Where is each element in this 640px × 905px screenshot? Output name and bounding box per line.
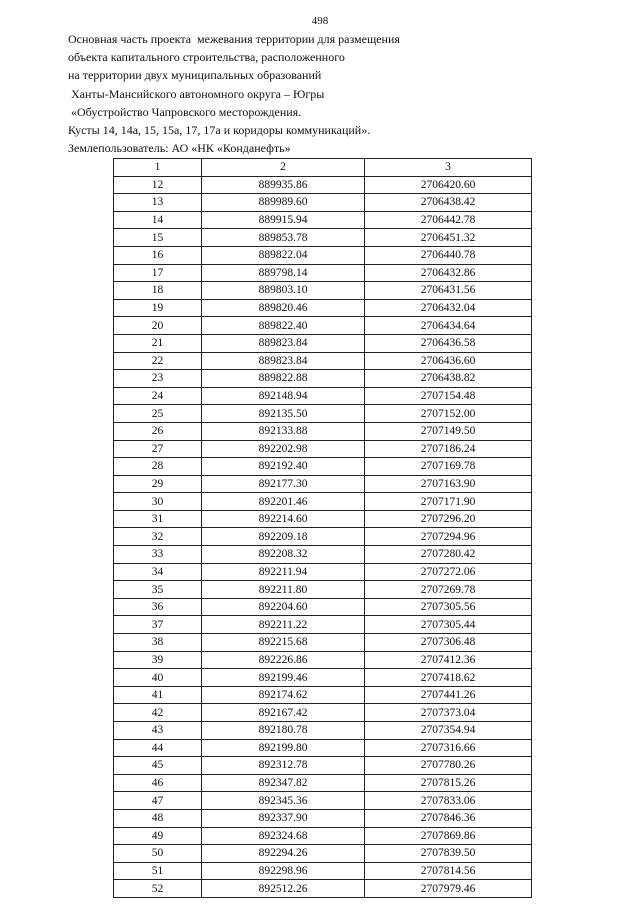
x-coordinate-cell: 892174.62: [202, 686, 365, 704]
x-coordinate-cell: 889915.94: [202, 211, 365, 229]
y-coordinate-cell: 2707272.06: [365, 563, 532, 581]
table-row: [114, 282, 532, 300]
table-row: [114, 475, 532, 493]
y-coordinate-cell: 2707169.78: [365, 458, 532, 476]
table-header-row: [114, 159, 532, 177]
x-coordinate-cell: 892294.26: [202, 845, 365, 863]
x-coordinate-cell: 892180.78: [202, 722, 365, 740]
header-line: Кусты 14, 14а, 15, 15а, 17, 17а и коридоры коммуникаций».: [68, 123, 371, 138]
y-coordinate-cell: 2707441.26: [365, 686, 532, 704]
table-row: [114, 845, 532, 863]
x-coordinate-cell: 889822.04: [202, 246, 365, 264]
x-coordinate-cell: 889803.10: [202, 282, 365, 300]
y-coordinate-cell: 2706431.56: [365, 282, 532, 300]
x-coordinate-cell: 892226.86: [202, 651, 365, 669]
point-number-cell: 27: [114, 440, 202, 458]
table-row: [114, 757, 532, 775]
x-coordinate-cell: 892148.94: [202, 387, 365, 405]
table-row: [114, 458, 532, 476]
y-coordinate-cell: 2707280.42: [365, 546, 532, 564]
x-coordinate-cell: 892211.80: [202, 581, 365, 599]
y-coordinate-cell: 2707305.44: [365, 616, 532, 634]
point-number-cell: 24: [114, 387, 202, 405]
y-coordinate-cell: 2707354.94: [365, 722, 532, 740]
point-number-cell: 33: [114, 546, 202, 564]
x-coordinate-cell: 892324.68: [202, 827, 365, 845]
y-coordinate-cell: 2707316.66: [365, 739, 532, 757]
x-coordinate-cell: 892135.50: [202, 405, 365, 423]
table-row: [114, 862, 532, 880]
point-number-cell: 22: [114, 352, 202, 370]
x-coordinate-cell: 892133.88: [202, 422, 365, 440]
land-user-line: Землепользователь: АО «НК «Конданефть»: [68, 141, 291, 156]
x-coordinate-cell: 892202.98: [202, 440, 365, 458]
point-number-cell: 52: [114, 880, 202, 898]
point-number-cell: 28: [114, 458, 202, 476]
table-row: [114, 510, 532, 528]
document-header: [68, 30, 588, 157]
point-number-cell: 14: [114, 211, 202, 229]
y-coordinate-cell: 2707418.62: [365, 669, 532, 687]
point-number-cell: 50: [114, 845, 202, 863]
header-line: на территории двух муниципальных образований: [68, 68, 322, 83]
table-row: [114, 493, 532, 511]
x-coordinate-cell: 889823.84: [202, 334, 365, 352]
point-number-cell: 43: [114, 722, 202, 740]
x-coordinate-cell: 892337.90: [202, 809, 365, 827]
column-header-y: 3: [365, 159, 532, 177]
header-line: Основная часть проекта межевания территории для размещения: [68, 32, 400, 46]
x-coordinate-cell: 889935.86: [202, 176, 365, 194]
table-row: [114, 739, 532, 757]
x-coordinate-cell: 892177.30: [202, 475, 365, 493]
x-coordinate-cell: 892201.46: [202, 493, 365, 511]
table-row: [114, 634, 532, 652]
table-row: [114, 194, 532, 212]
table-row: [114, 809, 532, 827]
y-coordinate-cell: 2707412.36: [365, 651, 532, 669]
table-row: [114, 229, 532, 247]
point-number-cell: 17: [114, 264, 202, 282]
x-coordinate-cell: 889853.78: [202, 229, 365, 247]
x-coordinate-cell: 889822.40: [202, 317, 365, 335]
y-coordinate-cell: 2706436.58: [365, 334, 532, 352]
y-coordinate-cell: 2707154.48: [365, 387, 532, 405]
point-number-cell: 30: [114, 493, 202, 511]
point-number-cell: 31: [114, 510, 202, 528]
x-coordinate-cell: 892199.80: [202, 739, 365, 757]
point-number-cell: 37: [114, 616, 202, 634]
y-coordinate-cell: 2706436.60: [365, 352, 532, 370]
y-coordinate-cell: 2707979.46: [365, 880, 532, 898]
x-coordinate-cell: 892208.32: [202, 546, 365, 564]
table-row: [114, 264, 532, 282]
point-number-cell: 40: [114, 669, 202, 687]
x-coordinate-cell: 892167.42: [202, 704, 365, 722]
y-coordinate-cell: 2706438.42: [365, 194, 532, 212]
y-coordinate-cell: 2707306.48: [365, 634, 532, 652]
point-number-cell: 46: [114, 774, 202, 792]
point-number-cell: 49: [114, 827, 202, 845]
x-coordinate-cell: 892199.46: [202, 669, 365, 687]
table-row: [114, 528, 532, 546]
y-coordinate-cell: 2707815.26: [365, 774, 532, 792]
y-coordinate-cell: 2707846.36: [365, 809, 532, 827]
coordinates-table: [113, 158, 532, 898]
table-row: [114, 370, 532, 388]
x-coordinate-cell: 892347.82: [202, 774, 365, 792]
table-row: [114, 722, 532, 740]
y-coordinate-cell: 2707152.00: [365, 405, 532, 423]
table-row: [114, 581, 532, 599]
point-number-cell: 19: [114, 299, 202, 317]
x-coordinate-cell: 889823.84: [202, 352, 365, 370]
point-number-cell: 34: [114, 563, 202, 581]
point-number-cell: 16: [114, 246, 202, 264]
header-line: «Обустройство Чапровского месторождения.: [68, 104, 302, 119]
x-coordinate-cell: 892211.22: [202, 616, 365, 634]
y-coordinate-cell: 2706438.82: [365, 370, 532, 388]
x-coordinate-cell: 892209.18: [202, 528, 365, 546]
point-number-cell: 29: [114, 475, 202, 493]
point-number-cell: 25: [114, 405, 202, 423]
point-number-cell: 39: [114, 651, 202, 669]
y-coordinate-cell: 2706434.64: [365, 317, 532, 335]
table-row: [114, 792, 532, 810]
table-row: [114, 440, 532, 458]
point-number-cell: 36: [114, 598, 202, 616]
table-row: [114, 546, 532, 564]
point-number-cell: 44: [114, 739, 202, 757]
y-coordinate-cell: 2706451.32: [365, 229, 532, 247]
table-row: [114, 827, 532, 845]
x-coordinate-cell: 889798.14: [202, 264, 365, 282]
x-coordinate-cell: 892204.60: [202, 598, 365, 616]
x-coordinate-cell: 892214.60: [202, 510, 365, 528]
page-number: 498: [311, 15, 329, 27]
table-row: [114, 616, 532, 634]
x-coordinate-cell: 892298.96: [202, 862, 365, 880]
table-row: [114, 704, 532, 722]
table-row: [114, 774, 532, 792]
point-number-cell: 12: [114, 176, 202, 194]
y-coordinate-cell: 2707149.50: [365, 422, 532, 440]
point-number-cell: 48: [114, 809, 202, 827]
table-row: [114, 669, 532, 687]
y-coordinate-cell: 2707305.56: [365, 598, 532, 616]
point-number-cell: 26: [114, 422, 202, 440]
y-coordinate-cell: 2707171.90: [365, 493, 532, 511]
x-coordinate-cell: 892192.40: [202, 458, 365, 476]
x-coordinate-cell: 892312.78: [202, 757, 365, 775]
header-line: объекта капитального строительства, расположенного: [68, 50, 345, 65]
point-number-cell: 45: [114, 757, 202, 775]
point-number-cell: 15: [114, 229, 202, 247]
y-coordinate-cell: 2707163.90: [365, 475, 532, 493]
y-coordinate-cell: 2707373.04: [365, 704, 532, 722]
y-coordinate-cell: 2706432.04: [365, 299, 532, 317]
table-row: [114, 686, 532, 704]
point-number-cell: 38: [114, 634, 202, 652]
table-row: [114, 880, 532, 898]
point-number-cell: 35: [114, 581, 202, 599]
x-coordinate-cell: 889989.60: [202, 194, 365, 212]
y-coordinate-cell: 2706442.78: [365, 211, 532, 229]
x-coordinate-cell: 892345.36: [202, 792, 365, 810]
table-row: [114, 211, 532, 229]
table-body: [114, 176, 532, 897]
x-coordinate-cell: 892211.94: [202, 563, 365, 581]
y-coordinate-cell: 2707296.20: [365, 510, 532, 528]
table-row: [114, 299, 532, 317]
header-line: Ханты-Мансийского автономного округа – Югры: [68, 86, 325, 101]
table-row: [114, 651, 532, 669]
y-coordinate-cell: 2706440.78: [365, 246, 532, 264]
y-coordinate-cell: 2707186.24: [365, 440, 532, 458]
table-row: [114, 317, 532, 335]
y-coordinate-cell: 2707269.78: [365, 581, 532, 599]
y-coordinate-cell: 2707869.86: [365, 827, 532, 845]
x-coordinate-cell: 892512.26: [202, 880, 365, 898]
column-header-point: 1: [114, 159, 202, 177]
point-number-cell: 23: [114, 370, 202, 388]
y-coordinate-cell: 2707833.06: [365, 792, 532, 810]
x-coordinate-cell: 889820.46: [202, 299, 365, 317]
table-row: [114, 563, 532, 581]
point-number-cell: 13: [114, 194, 202, 212]
table-row: [114, 352, 532, 370]
table-row: [114, 176, 532, 194]
y-coordinate-cell: 2707814.56: [365, 862, 532, 880]
point-number-cell: 18: [114, 282, 202, 300]
y-coordinate-cell: 2706420.60: [365, 176, 532, 194]
x-coordinate-cell: 889822.88: [202, 370, 365, 388]
column-header-x: 2: [202, 159, 365, 177]
point-number-cell: 21: [114, 334, 202, 352]
y-coordinate-cell: 2707780.26: [365, 757, 532, 775]
table-row: [114, 246, 532, 264]
point-number-cell: 41: [114, 686, 202, 704]
point-number-cell: 42: [114, 704, 202, 722]
table-row: [114, 405, 532, 423]
point-number-cell: 51: [114, 862, 202, 880]
point-number-cell: 20: [114, 317, 202, 335]
table-row: [114, 334, 532, 352]
table-row: [114, 387, 532, 405]
table-row: [114, 598, 532, 616]
point-number-cell: 47: [114, 792, 202, 810]
table-row: [114, 422, 532, 440]
y-coordinate-cell: 2707839.50: [365, 845, 532, 863]
x-coordinate-cell: 892215.68: [202, 634, 365, 652]
y-coordinate-cell: 2706432.86: [365, 264, 532, 282]
point-number-cell: 32: [114, 528, 202, 546]
y-coordinate-cell: 2707294.96: [365, 528, 532, 546]
